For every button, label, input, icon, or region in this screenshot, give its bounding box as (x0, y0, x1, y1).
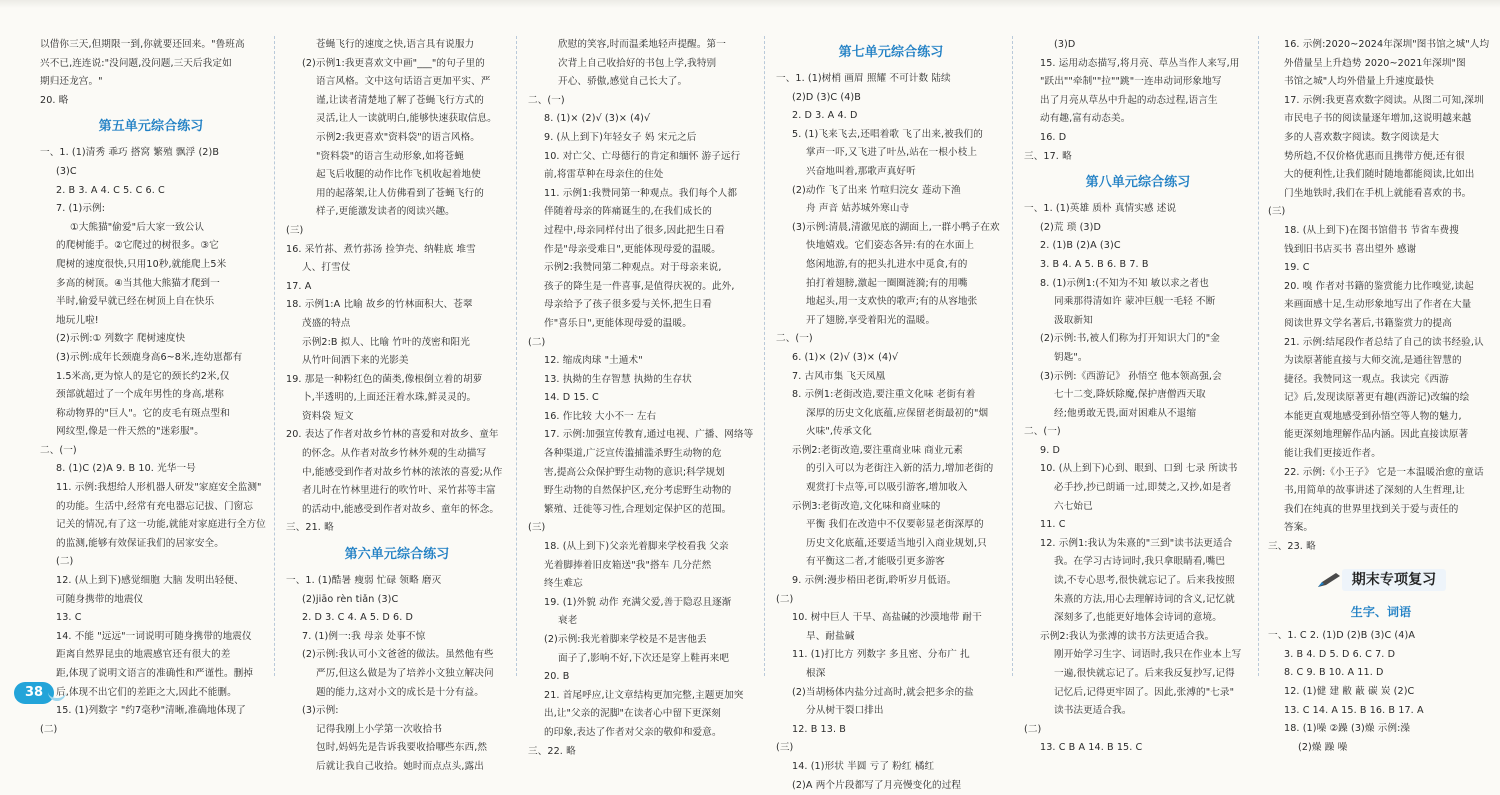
answer-line: 市民电子书的阅读量逐年增加,这说明越来越 (1284, 113, 1472, 125)
answer-line: 样子,更能激发读者的阅读兴趣。 (316, 206, 455, 218)
column-1 (40, 36, 266, 735)
answer-line: 根深 (806, 668, 826, 679)
answer-line: 三、23. 略 (1268, 541, 1316, 553)
answer-line: 多高的树顶。④当其他大熊猫才爬到一 (56, 277, 220, 289)
answer-line: 2. (1)B (2)A (3)C (1040, 240, 1121, 252)
answer-line: (3)D (1054, 39, 1076, 50)
column-4 (776, 36, 1006, 791)
answer-line: 的监测,能够有效保证我们的居家安全。 (56, 537, 224, 549)
answer-line: 后,体现不出它们的差距之大,因此不能删。 (56, 686, 237, 698)
answer-line: (2)燥 躁 噪 (1298, 741, 1348, 753)
answer-line: 20. 嗅 作者对书籍的鉴赏能力比作嗅觉,读起 (1284, 280, 1474, 292)
section-heading: 第七单元综合练习 (838, 45, 944, 60)
answer-line: 能更深刻地理解作品内涵。因此直接读原著 (1284, 429, 1469, 441)
answer-line: 16. 采竹荪、煮竹荪汤 捡笋壳、纳鞋底 堆雪 (286, 243, 476, 255)
column-divider (1258, 36, 1259, 676)
answer-line: 10. 树中巨人 干旱、高盐碱的沙漠地带 耐干 (792, 612, 982, 624)
answer-line: 茂盛的特点 (302, 317, 351, 329)
answer-line: 15. (1)列数字 "约7毫秒"清晰,准确地体现了 (56, 705, 246, 717)
answer-line: 半时,偷爱早就已经在树顶上自在快乐 (56, 296, 215, 308)
answer-line: 三、17. 略 (1024, 150, 1072, 162)
answer-line: 20. 略 (40, 94, 69, 106)
answer-line: 11. 示例1:我赞同第一种观点。我们每个人都 (544, 187, 738, 199)
answer-line: 13. C 14. A 15. B 16. B 17. A (1284, 704, 1424, 716)
answer-line: 分从树干裂口排出 (806, 705, 884, 717)
answer-line: 刚开始学习生字、词语时,我只在作业本上写 (1054, 649, 1242, 661)
answer-line: 作是"母亲受难日",更能体现母爱的温暖。 (544, 243, 721, 255)
answer-line: 18. (从上到下)父亲光着脚来学校看我 父亲 (544, 541, 729, 553)
answer-line: 3. B 4. A 5. B 6. B 7. B (1040, 258, 1149, 270)
answer-line: 的功能。生活中,经常有充电器忘记拔、门窗忘 (56, 500, 254, 512)
answer-line: 我们在纯真的世界里找到关于爱与责任的 (1284, 503, 1459, 515)
answer-line: 的活动中,能感受到作者对故乡、童年的怀念。 (302, 503, 500, 515)
answer-line: 起飞后收腿的动作比作飞机收起着地使 (316, 169, 481, 181)
answer-line: 题的能力,这对小文的成长是十分有益。 (316, 686, 484, 698)
answer-line: 的爬树能手。②它爬过的树很多。③它 (56, 240, 219, 252)
answer-line: (3)C (56, 165, 77, 177)
answer-line: 二、(一) (40, 444, 77, 456)
answer-line: 17. A (286, 280, 312, 292)
answer-line: 颈部就超过了一个成年男性的身高,堪称 (56, 389, 224, 401)
answer-line: 示例2:B 拟人、比喻 竹叶的茂密和阳光 (302, 336, 470, 348)
answer-line: 二、(一) (1024, 426, 1061, 438)
column-divider (1012, 36, 1013, 676)
answer-line: 8. (1)C (2)A 9. B 10. 光华一号 (56, 463, 196, 475)
answer-line: 包时,妈妈先是告诉我要收拾哪些东西,然 (316, 742, 488, 754)
answer-line: 网纹型,像是一件天然的"迷彩服"。 (56, 426, 204, 438)
answer-line: 距离自然界昆虫的地震感官还有很大的差 (56, 649, 231, 661)
answer-line: 来画面感十足,生动形象地写出了作者在大量 (1284, 299, 1472, 311)
answer-line: (2)动作 飞了出来 竹喧归浣女 莲动下渔 (792, 184, 961, 196)
answer-line: (3)示例:成年长颈鹿身高6~8米,连幼崽都有 (56, 351, 243, 363)
answer-line: 16. D (1040, 131, 1067, 143)
answer-line: 12. 缩成肉球 "土遁术" (544, 355, 643, 367)
review-title: 期末专项复习 (1342, 569, 1447, 592)
answer-line: 火味",传承文化 (806, 426, 872, 438)
answer-line: 三、21. 略 (286, 522, 334, 534)
answer-line: 出,让"父亲的泥脚"在读者心中留下更深刻 (544, 708, 721, 720)
answer-line: 书馆之城"人均外借量上升速度最快 (1284, 76, 1434, 88)
answer-line: 必手抄,抄已朗诵一过,即焚之,又抄,如是者 (1054, 482, 1232, 494)
answer-line: 18. (从上到下)在图书馆借书 节省车费搜 (1284, 224, 1459, 236)
answer-line: (3)示例:清晨,清澈见底的湖面上,一群小鸭子在欢 (792, 221, 1000, 233)
answer-line: 一、1. (1)树梢 画眉 照耀 不可计数 陆续 (776, 73, 951, 84)
answer-line: 20. 表达了作者对故乡竹林的喜爱和对故乡、童年 (286, 429, 499, 441)
answer-line: (二) (1024, 723, 1042, 735)
answer-line: 二、(一) (528, 94, 565, 106)
answer-line: 谨,让读者清楚地了解了苍蝇飞行方式的 (316, 94, 484, 106)
answer-line: 16. 示例:2020~2024年深圳"图书馆之城"人均 (1284, 39, 1490, 50)
answer-line: 历史文化底蕴,还要适当地引入商业规划,只 (806, 537, 987, 549)
answer-line: 害,提高公众保护野生动物的意识;科学规划 (544, 466, 725, 478)
answer-line: 次背上自己收拾好的书包上学,我特别 (558, 57, 717, 69)
answer-line: 记得我刚上小学第一次收拾书 (316, 723, 443, 735)
answer-line: 门坐地铁时,我们在手机上就能看喜欢的书。 (1284, 187, 1472, 199)
answer-line: (2)示例:① 列数字 爬树速度快 (56, 333, 186, 345)
answer-line: 6. (1)× (2)√ (3)× (4)√ (792, 351, 899, 363)
answer-line: 舟 声音 姑苏城外寒山寺 (806, 203, 910, 215)
page-top-shadow (0, 0, 1500, 8)
answer-line: 答案。 (1284, 522, 1314, 534)
answer-line: 读,不专心思考,很快就忘记了。后来我按照 (1054, 575, 1235, 587)
answer-line: 21. 首尾呼应,让文章结构更加完整,主题更加突 (544, 689, 744, 701)
answer-line: 阅读世界文学名著后,书籍鉴赏力的提高 (1284, 317, 1452, 329)
answer-line: 一、1. (1)清秀 乖巧 搭窝 繁殖 飘浮 (2)B (40, 147, 220, 159)
page-number-badge: 38 (14, 682, 54, 704)
answer-line: 5. (1)飞来飞去,还唱着歌 飞了出来,被我们的 (792, 128, 983, 140)
answer-line: 可随身携带的地震仪 (56, 593, 144, 605)
answer-line: 孩子的降生是一件喜事,是值得庆祝的。此外, (544, 280, 735, 292)
answer-line: (二) (528, 336, 546, 348)
answer-line: 9. D (1040, 444, 1060, 456)
answer-line: 距,体现了说明文语言的准确性和严谨性。删掉 (56, 668, 254, 679)
answer-line: 18. 示例1:A 比喻 故乡的竹林面积大、苍翠 (286, 299, 473, 311)
answer-line: 经;他勇敢无畏,面对困难从不退缩 (1054, 407, 1197, 419)
answer-line: 记忆后,记得更牢固了。因此,张溥的"七录" (1054, 686, 1235, 698)
answer-line: (三) (776, 742, 794, 754)
answer-line: 17. 示例:我更喜欢数字阅读。从图二可知,深圳 (1284, 94, 1484, 106)
answer-line: 同乘那得清如许 蒙冲巨舰一毛轻 不断 (1054, 296, 1216, 308)
column-divider (516, 36, 517, 676)
answer-line: 示例3:老街改造,文化味和商业味的 (792, 500, 941, 512)
answer-line: 的引入可以为老街注入新的活力,增加老街的 (806, 463, 994, 475)
column-3 (528, 36, 756, 757)
answer-line: (三) (528, 522, 546, 534)
answer-line: 动有趣,富有动态美。 (1040, 113, 1131, 125)
answer-line: (2)当胡杨体内盐分过高时,就会把多余的盐 (792, 686, 974, 698)
answer-line: 深刻多了,也能更好地体会诗词的意境。 (1054, 612, 1222, 624)
answer-line: (2)荒 琐 (3)D (1040, 221, 1101, 233)
answer-line: 12. (从上到下)感觉细胞 大脑 发明出轻便、 (56, 575, 244, 587)
answer-line: 深厚的历史文化底蕴,应保留老街最初的"烟 (806, 407, 989, 419)
answer-line: 19. (1)外貌 动作 充满父爱,善于隐忍且逐渐 (544, 596, 732, 608)
answer-line: 11. C (1040, 519, 1066, 531)
answer-line: 9. 示例:漫步梧田老街,聆听岁月低语。 (792, 575, 957, 587)
answer-line: 22. 示例:《小王子》 它是一本温暖治愈的童话 (1284, 466, 1484, 478)
answer-line: 人、打雪仗 (302, 262, 351, 274)
column-5 (1024, 36, 1252, 754)
answer-line: 各种渠道,广泛宣传滥捕滥杀野生动物的危 (544, 448, 722, 460)
answer-line: 19. C (1284, 262, 1310, 274)
answer-line: 1.5米高,更为惊人的是它的颈长约2米,仅 (56, 370, 230, 382)
answer-line: 中,能感受到作者对故乡竹林的浓浓的喜爱;从作 (302, 466, 503, 478)
answer-line: 的印象,表达了作者对父亲的敬仰和爱意。 (544, 726, 722, 738)
answer-line: 12. 示例1:我认为朱熹的"三到"读书法更适合 (1040, 537, 1233, 549)
column-divider (764, 36, 765, 676)
answer-line: 欣慰的笑容,时而温柔地轻声提醒。第一 (558, 39, 726, 50)
answer-line: 资料袋 短文 (302, 410, 354, 422)
answer-line: (3)示例:《西游记》 孙悟空 他本领高强,会 (1040, 370, 1222, 382)
section-heading: 第五单元综合练习 (98, 119, 204, 135)
answer-line: 者儿时在竹林里进行的吹竹叶、采竹荪等丰富 (302, 485, 496, 497)
answer-line: 后就让我自己收拾。她时而点点头,露出 (316, 760, 484, 772)
pen-icon (1316, 571, 1342, 589)
answer-line: 示例2:我更喜欢"资料袋"的语言风格。 (316, 131, 480, 143)
answer-line: 多的人喜欢数字阅读。数字阅读是大 (1284, 131, 1440, 143)
answer-line: 地玩儿啦! (56, 314, 99, 326)
answer-line: ①大熊猫"偷爱"后大家一致公认 (70, 221, 205, 233)
column-2 (286, 36, 508, 772)
answer-line: 母亲给予了孩子很多爱与关怀,把生日看 (544, 299, 712, 311)
answer-line: 13. 执拗的生存智慧 执拗的生存状 (544, 373, 692, 385)
answer-line: 记关的情况,有了这一功能,就能对家庭进行全方位 (56, 519, 266, 531)
answer-line: 记》后,发现读原著更有趣(西游记)改编的绘 (1284, 392, 1470, 404)
answer-line: 14. (1)形状 半圆 亏了 粉红 橘红 (792, 760, 935, 772)
answer-line: 20. B (544, 671, 570, 683)
answer-line: 读书法更适合我。 (1054, 705, 1132, 717)
answer-line: 有平衡这二者,才能吸引更多游客 (806, 556, 945, 568)
answer-line: (2)示例:书,被人们称为打开知识大门的"金 (1040, 333, 1220, 345)
answer-line: 光着脚捧着旧皮箱送"我"搭车 几分茫然 (544, 559, 712, 571)
answer-line: 10. 对亡父、亡母德行的肯定和缅怀 游子远行 (544, 150, 741, 162)
answer-line: "资料袋"的语言生动形象,如将苍蝇 (316, 150, 464, 162)
answer-line: 示例2:我认为张溥的读书方法更适合我。 (1040, 630, 1215, 642)
answer-line: 开了翅膀,享受着阳光的温暖。 (806, 314, 936, 326)
answer-line: (二) (776, 593, 794, 605)
answer-line: 前,将雷草种在母亲住的住处 (544, 169, 664, 181)
answer-line: (二) (56, 556, 74, 568)
answer-line: 野生动物的自然保护区,充分考虑野生动物的 (544, 485, 732, 497)
answer-line: 卜,半透明的,上面还汪着水珠,鲜灵灵的。 (302, 392, 477, 404)
answer-line: 外借量呈上升趋势 2020~2021年深圳"图 (1284, 57, 1466, 69)
answer-line: 钱到旧书店买书 喜出望外 感谢 (1284, 243, 1417, 255)
answer-line: 终生难忘 (544, 578, 583, 590)
subsection-heading: 生字、词语 (1350, 605, 1412, 620)
answer-line: 15. 运用动态描写,将月亮、草丛当作人来写,用 (1040, 57, 1240, 69)
answer-line: 三、22. 略 (528, 745, 576, 757)
answer-line: 六七始已 (1054, 500, 1093, 512)
answer-line: 12. B 13. B (792, 723, 846, 735)
answer-line: 语言风格。文中这句话语言更加平实、严 (316, 76, 491, 88)
answer-line: 苍蝇飞行的速度之快,语言具有说服力 (316, 39, 475, 50)
answer-line: 9. (从上到下)年轻女子 妈 宋元之后 (544, 131, 697, 143)
answer-line: 7. (1)例一:我 母亲 处事不惊 (302, 630, 426, 642)
column-6 (1268, 36, 1494, 753)
answer-line: 7. (1)示例: (56, 203, 106, 215)
answer-line: 8. C 9. B 10. A 11. D (1284, 667, 1384, 679)
answer-line: 11. (1)打比方 列数字 多且密、分布广 扎 (792, 649, 970, 661)
answer-line: 七十二变,降妖除魔,保护唐僧西天取 (1054, 389, 1206, 401)
answer-line: 作"喜乐日",更能体现母爱的温暖。 (544, 317, 692, 329)
answer-line: (三) (1268, 206, 1286, 218)
answer-line: (2)示例1:我更喜欢文中画"___"的句子里的 (302, 57, 485, 69)
column-divider (274, 36, 275, 676)
answer-line: 悠闲地游,有的把头扎进水中觅食,有的 (806, 258, 968, 270)
answer-line: (三) (286, 224, 304, 236)
answer-line: 14. 不能 "远远"一词说明可随身携带的地震仪 (56, 630, 252, 642)
answer-line: 兴不已,连连说:"没问题,没问题,三天后我定如 (40, 57, 232, 69)
answer-line: 8. (1)× (2)√ (3)× (4)√ (544, 113, 651, 125)
answer-line: 一、1. (1)酷暑 瘦弱 忙碌 领略 磨灭 (286, 575, 442, 587)
answer-line: 我。在学习古诗词时,我只拿眼睛看,嘴巴 (1054, 556, 1226, 568)
answer-line: 地起头,用一支欢快的歌声;有的从容地张 (806, 296, 978, 308)
answer-line: 掌声一吓,又飞进了叶丛,站在一根小枝上 (806, 147, 978, 159)
answer-line: (2)示例:我光着脚来学校是不是害他丢 (544, 634, 707, 645)
answer-line: (2)A 两个片段都写了月亮慢变化的过程 (792, 779, 962, 791)
answer-line: 衰老 (558, 615, 578, 627)
answer-line: 一、1. C 2. (1)D (2)B (3)C (4)A (1268, 630, 1415, 642)
answer-line: 以借你三天,但期限一到,你就要还回来。"鲁班高 (40, 39, 245, 50)
answer-line: 面子了,影响不好,下次还是穿上鞋再来吧 (558, 652, 730, 664)
answer-line: 观赏打卡点等,可以吸引游客,增加收入 (806, 482, 968, 494)
answer-line: (3)示例: (302, 705, 339, 717)
answer-line: 2. D 3. C 4. A 5. D 6. D (302, 612, 414, 624)
answer-line: 钥匙"。 (1054, 351, 1088, 363)
answer-line: (二) (40, 723, 58, 735)
answer-line: 快地嬉戏。它们姿态各异:有的在水面上 (806, 240, 975, 252)
answer-line: 14. D 15. C (544, 392, 599, 404)
answer-line: 13. C (56, 612, 82, 624)
section-heading: 第六单元综合练习 (344, 547, 450, 563)
answer-line: 平衡 我们在改造中不仅要彰显老街深厚的 (806, 519, 984, 531)
answer-line: 13. C B A 14. B 15. C (1040, 742, 1143, 754)
answer-line: 17. 示例:加强宣传教育,通过电视、广播、网络等 (544, 429, 754, 441)
answer-line: 拍打着翅膀,激起一圈圈涟漪;有的用嘴 (806, 277, 968, 289)
answer-line: 期归还龙宫。" (40, 76, 103, 88)
answer-line: 为读原著能直接与大师交流,是通往智慧的 (1284, 355, 1462, 367)
answer-line: 书,用简单的故事讲述了深刻的人生哲理,让 (1284, 485, 1465, 497)
answer-line: 能让我们更接近作者。 (1284, 448, 1381, 460)
answer-line: 伴随着母亲的阵痛诞生的,在我们成长的 (544, 206, 712, 218)
answer-line: 16. 作比较 大小不一 左右 (544, 410, 657, 422)
answer-line: 爬树的速度很快,只用10秒,就能爬上5米 (56, 258, 227, 270)
answer-line: 出了月亮从草丛中升起的动态过程,语言生 (1040, 94, 1218, 106)
answer-line: 示例2:老街改造,要注重商业味 商业元素 (792, 444, 963, 456)
answer-line: 的怀念。从作者对故乡竹林外观的生动描写 (302, 448, 487, 460)
answer-line: 繁殖、迁徙等习性,合理划定保护区的范围。 (544, 503, 732, 515)
answer-line: 示例2:我赞同第二种观点。对于母亲来说, (544, 262, 722, 274)
answer-line: 2. B 3. A 4. C 5. C 6. C (56, 184, 165, 196)
answer-line: 严厉,但这么做是为了培养小文独立解决问 (316, 668, 494, 679)
answer-line: 从竹叶间洒下来的光影美 (302, 355, 409, 367)
answer-line: 过程中,母亲同样付出了很多,因此把生日看 (544, 224, 725, 236)
answer-line: 2. D 3. A 4. D (792, 110, 858, 122)
answer-line: 12. (1)健 建 敝 蔽 碳 炭 (2)C (1284, 686, 1415, 697)
answer-line: 大的便利性,让我们随时随地都能阅读,比如出 (1284, 169, 1475, 181)
answer-line: 灵活,让人一读就明白,能够快速获取信息。 (316, 113, 497, 125)
answer-line: 一、1. (1)英雄 质朴 真情实感 述说 (1024, 203, 1177, 215)
answer-line: 21. 示例:结尾段作者总结了自己的读书经验,认 (1284, 336, 1484, 348)
answer-line: (2)D (3)C (4)B (792, 91, 861, 103)
answer-line: 7. 古风市集 飞天凤凰 (792, 370, 886, 382)
answer-line: 二、(一) (776, 333, 813, 345)
answer-line: 一遍,很快就忘记了。后来我反复抄写,记得 (1054, 668, 1235, 679)
answer-line: 汲取新知 (1054, 314, 1093, 326)
answer-line: 用的起落架,让人仿佛看到了苍蝇飞行的 (316, 187, 484, 199)
answer-line: 19. 那是一种粉红色的菌类,像根倒立着的胡萝 (286, 373, 483, 385)
answer-line: (2)示例:我认可小文爸爸的做法。虽然他有些 (302, 649, 494, 661)
review-banner (1268, 569, 1494, 592)
answer-line: 11. 示例:我想给人形机器人研发"家庭安全监测" (56, 482, 262, 494)
answer-line: 开心、骄傲,感觉自己长大了。 (558, 76, 688, 88)
answer-line: 兴奋地叫着,那歌声真好听 (806, 165, 916, 177)
answer-line: 本能更直观地感受到孙悟空等人物的魅力, (1284, 410, 1462, 422)
answer-line: 8. 示例1:老街改造,要注重文化味 老街有着 (792, 389, 976, 401)
answer-line: 称动物界的"巨人"。它的皮毛有斑点型和 (56, 407, 230, 419)
answer-line: 捷径。我赞同这一观点。我读完《西游 (1284, 373, 1449, 385)
answer-line: 势所趋,不仅价格优惠而且携带方便,还有很 (1284, 150, 1465, 162)
answer-line: 旱、耐盐碱 (806, 630, 855, 642)
answer-line: 8. (1)示例1:(不知为不知 敏以求之者也 (1040, 277, 1209, 289)
answer-line: 18. (1)噪 ②躁 (3)燥 示例:澡 (1284, 723, 1411, 735)
answer-line: 10. (从上到下)心到、眼到、口到 七录 所读书 (1040, 463, 1238, 475)
answer-line: "跃出""牵制""拉""跳"一连串动词形象地写 (1040, 76, 1222, 88)
section-heading: 第八单元综合练习 (1085, 175, 1191, 191)
answer-line: 朱熹的方法,用心去理解诗词的含义,记忆就 (1054, 593, 1235, 605)
answer-line: (2)jiāo rèn tiǎn (3)C (302, 593, 399, 605)
answer-line: 3. B 4. D 5. D 6. C 7. D (1284, 648, 1396, 660)
